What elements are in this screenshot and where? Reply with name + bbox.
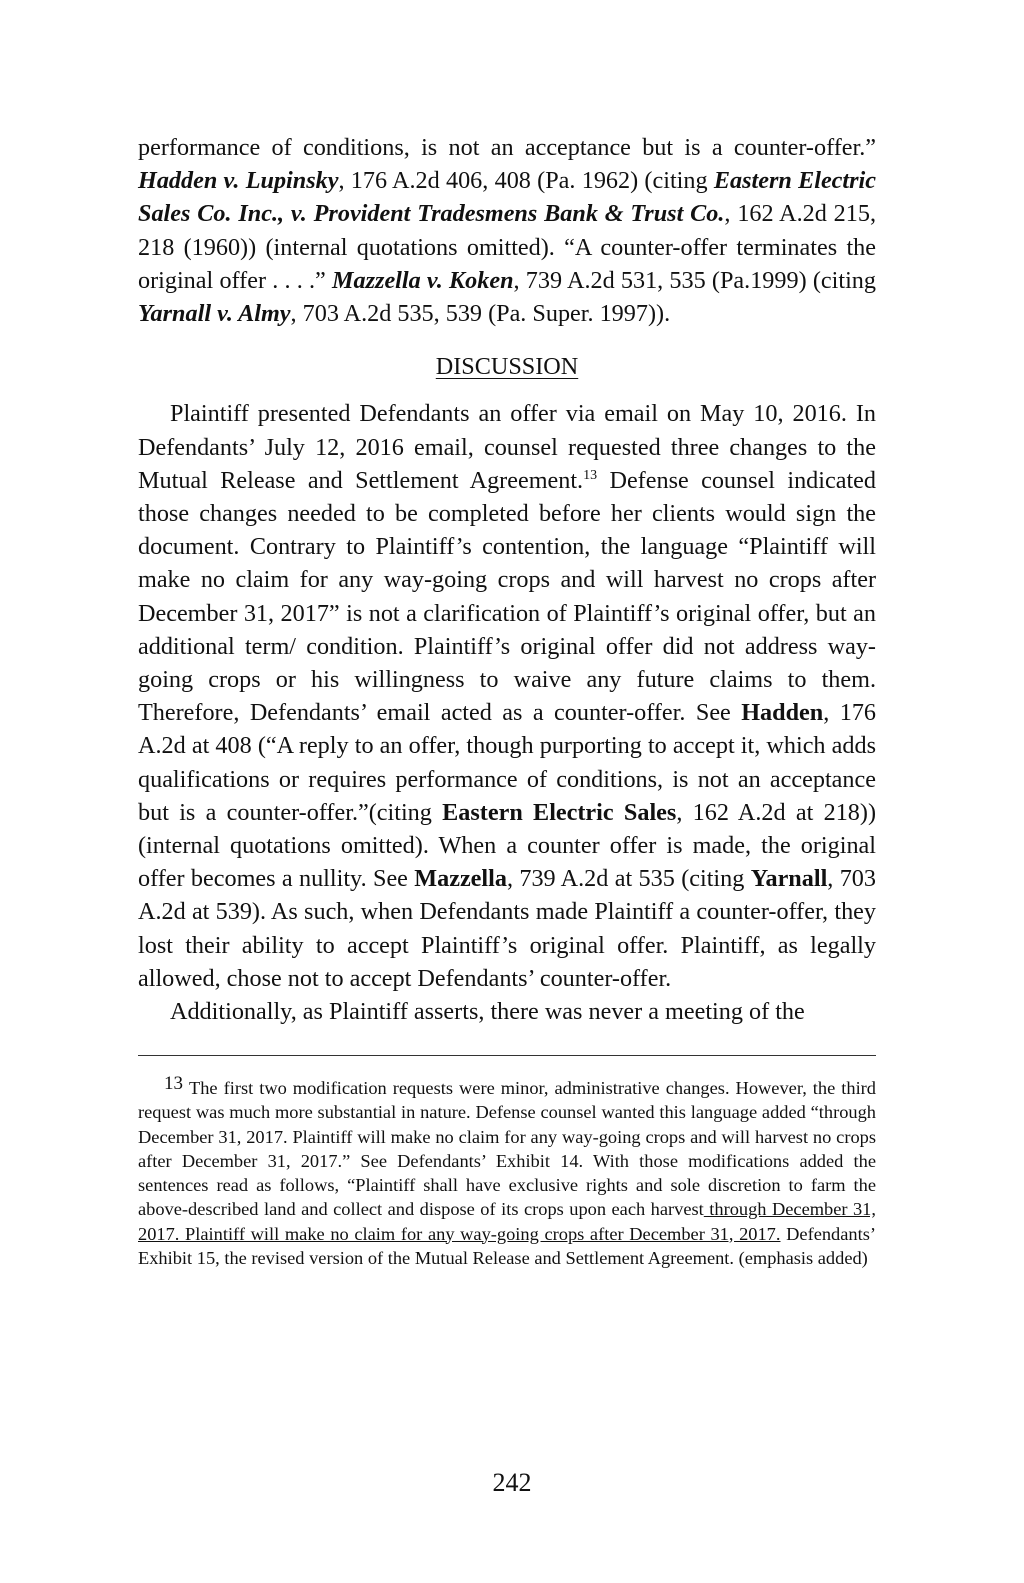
page-number: 242 bbox=[492, 1468, 532, 1497]
discussion-paragraph bbox=[138, 397, 876, 995]
case-citation-mazzella-bold: Mazzella bbox=[414, 865, 507, 893]
footnote-divider bbox=[138, 1055, 876, 1056]
case-citation-eastern-electric: Eastern Electric Sales Co. Inc., v. Provident Tradesmens Bank & Trust Co. bbox=[138, 167, 877, 228]
text-run: , 176 A.2d 406, 408 (Pa. 1962) (citing bbox=[338, 167, 714, 195]
section-heading-text: DISCUSSION bbox=[435, 353, 579, 381]
footnote-text: Defendants’ Exhibit 15, the revised version of the Mutual Release and Settlement Agreement. (emphasis added) bbox=[138, 1223, 876, 1268]
text-run: , 176 A.2d at 408 (“A reply to an offer, though purporting to accept it, which adds qualifications or requires performance of conditions, is not an acceptance but is a counter-offer.”(citing bbox=[138, 699, 877, 826]
text-run: , 703 A.2d 535, 539 (Pa. Super. 1997)). bbox=[290, 300, 671, 328]
document-page bbox=[138, 131, 876, 1288]
footnote-reference: 13 bbox=[583, 467, 598, 483]
footnote-number: 13 bbox=[164, 1073, 183, 1095]
case-citation-yarnall-bold: Yarnall bbox=[750, 865, 828, 893]
case-citation-yarnall: Yarnall v. Almy bbox=[138, 300, 291, 328]
case-citation-hadden-bold: Hadden bbox=[741, 699, 824, 727]
text-run: , 739 A.2d at 535 (citing bbox=[506, 865, 751, 893]
footnote-emphasis: through December 31, 2017. Plaintiff will make no claim for any way-going crops after December 31, 2017. bbox=[138, 1199, 876, 1244]
case-citation-hadden: Hadden v. Lupinsky bbox=[138, 167, 339, 195]
additional-paragraph: Additionally, as Plaintiff asserts, there was never a meeting of the bbox=[170, 998, 805, 1026]
footnote bbox=[138, 1072, 876, 1270]
case-citation-eastern-bold: Eastern Electric Sales bbox=[442, 798, 677, 826]
footnote-text: The first two modification requests were minor, administrative changes. However, the third request was much more substantial in nature. Defense counsel wanted this language added “through December 31, 2017. Plaintiff will make no claim for any way-going crops and will harvest no crops after December 31, 2017.” See Defendants’ Exhibit 14. With those modifications added the sentences read as follows, “Plaintiff shall have exclusive rights and sole discretion to farm the above-described land and collect and dispose of its crops upon each harvest bbox=[138, 1078, 876, 1220]
section-heading bbox=[138, 350, 876, 383]
text-run: Plaintiff presented Defendants an offer via email on May 10, 2016. In Defendants’ July 12, 2016 email, counsel requested three changes to the Mutual Release and Settlement Agreement. bbox=[138, 400, 876, 494]
text-run: Defense counsel indicated those changes needed to be completed before her clients would sign the document. Contrary to Plaintiff’s contention, the language “Plaintiff will make no claim for any way-going crops and will harvest no crops after December 31, 2017” is not a clarification of Plaintiff’s original offer, but an additional term/ condition. Plaintiff’s original offer did not address way-going crops or his willingness to waive any future claims to them. Therefore, Defendants’ email acted as a counter-offer. See bbox=[138, 466, 876, 727]
text-run: , 739 A.2d 531, 535 (Pa.1999) (citing bbox=[513, 266, 876, 294]
top-paragraph bbox=[138, 131, 876, 330]
text-run: , 703 A.2d at 539). As such, when Defendants made Plaintiff a counter-offer, they lost their ability to accept Plaintiff’s original offer. Plaintiff, as legally allowed, chose not to accept Defendants’ counter-offer. bbox=[138, 865, 876, 992]
text-run: , 162 A.2d 215, 218 (1960)) (internal quotations omitted). “A counter-offer terminates the original offer . . . .” bbox=[138, 200, 876, 294]
case-citation-mazzella: Mazzella v. Koken bbox=[332, 266, 514, 294]
text-run: performance of conditions, is not an acceptance but is a counter-offer.” bbox=[138, 134, 876, 161]
text-run: , 162 A.2d at 218)) (internal quotations omitted). When a counter offer is made, the original offer becomes a nullity. See bbox=[138, 798, 877, 893]
